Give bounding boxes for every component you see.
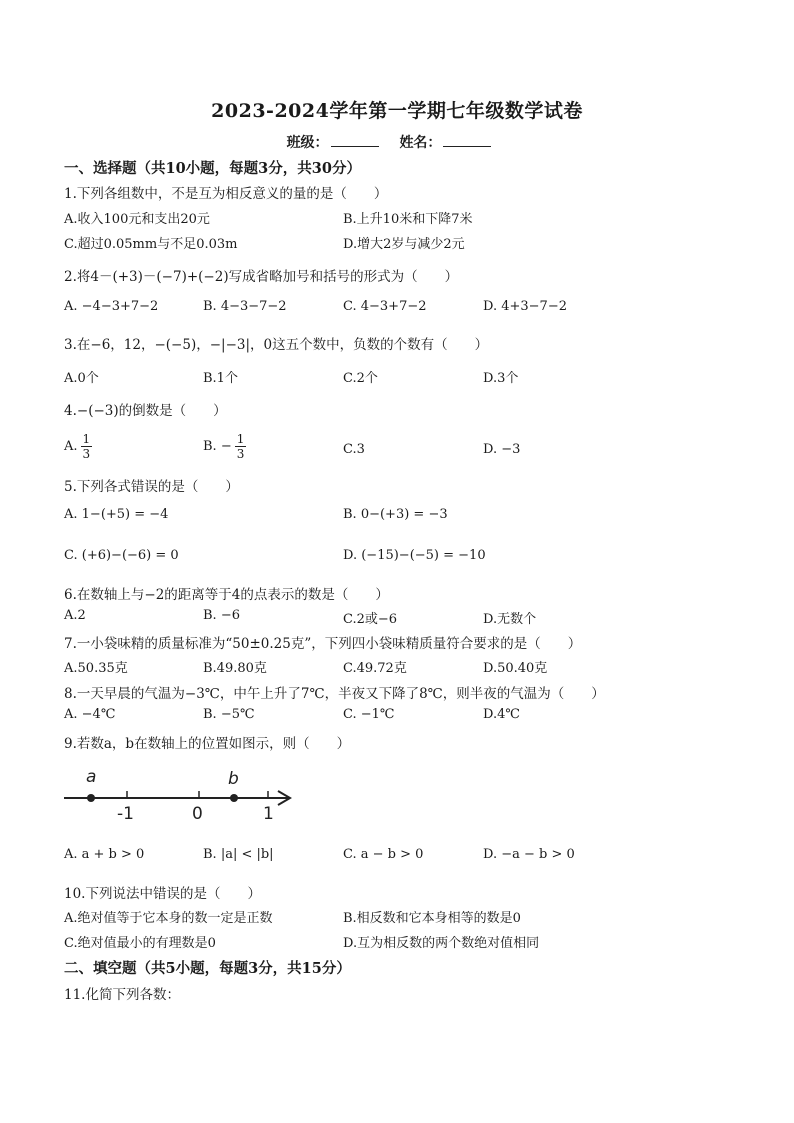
question-3-option-a: A.0个 xyxy=(64,371,99,386)
question-4-option-a-label: A. xyxy=(64,439,78,454)
question-4-option-a xyxy=(64,432,92,461)
question-1-option-d: D.增大2岁与减少2元 xyxy=(343,237,465,252)
tick-label-0: 0 xyxy=(192,804,203,824)
number-line-figure xyxy=(60,762,300,824)
point-a-dot xyxy=(87,794,95,802)
section-1-heading: 一、选择题（共10小题，每题3分，共30分） xyxy=(64,160,361,177)
point-b-dot xyxy=(230,794,238,802)
question-5-option-b: B. 0−(+3) = −3 xyxy=(343,507,448,522)
question-1-option-b: B.上升10米和下降7米 xyxy=(343,212,473,227)
question-3-option-d: D.3个 xyxy=(483,371,519,386)
question-10-option-d: D.互为相反数的两个数绝对值相同 xyxy=(343,936,540,951)
question-11-stem: 11.化简下列各数： xyxy=(64,987,180,1003)
tick-label-1: 1 xyxy=(263,804,274,824)
question-3-stem: 3.在−6，12，−(−5)，−|−3|，0这五个数中，负数的个数有（ ） xyxy=(64,337,489,353)
question-7-option-c: C.49.72克 xyxy=(343,661,407,676)
exam-title: 2023-2024学年第一学期七年级数学试卷 xyxy=(211,100,583,122)
class-name-line xyxy=(0,132,794,152)
question-4-option-b xyxy=(203,432,246,461)
fraction-one-third xyxy=(235,432,247,461)
question-1-stem: 1.下列各组数中，不是互为相反意义的量的是（ ） xyxy=(64,186,388,202)
question-2-option-b: B. 4−3−7−2 xyxy=(203,299,287,314)
class-blank xyxy=(331,133,379,147)
question-8-stem: 8.一天早晨的气温为−3℃，中午上升了7℃，半夜又下降了8℃，则半夜的气温为（ ） xyxy=(64,686,605,702)
question-8-option-c: C. −1℃ xyxy=(343,707,395,722)
question-10-option-b: B.相反数和它本身相等的数是0 xyxy=(343,911,521,926)
question-5-option-a: A. 1−(+5) = −4 xyxy=(64,507,169,522)
question-1-option-a: A.收入100元和支出20元 xyxy=(64,212,210,227)
question-6-option-b: B. −6 xyxy=(203,608,240,623)
question-3-option-b: B.1个 xyxy=(203,371,238,386)
question-4-option-d: D. −3 xyxy=(483,442,521,457)
question-10-option-a: A.绝对值等于它本身的数一定是正数 xyxy=(64,911,273,926)
fraction-numerator: 1 xyxy=(82,432,91,446)
question-5-stem: 5.下列各式错误的是（ ） xyxy=(64,479,239,495)
point-b-label: b xyxy=(228,769,239,789)
question-4-option-b-label: B. − xyxy=(203,439,232,454)
question-2-stem: 2.将4－(+3)－(−7)+(−2)写成省略加号和括号的形式为（ ） xyxy=(64,269,459,285)
question-2-option-d: D. 4+3−7−2 xyxy=(483,299,567,314)
question-6-option-c: C.2或−6 xyxy=(343,612,398,627)
question-10-option-c: C.绝对值最小的有理数是0 xyxy=(64,936,216,951)
question-2-option-a: A. −4−3+7−2 xyxy=(64,299,159,314)
question-5-option-c: C. (+6)−(−6) = 0 xyxy=(64,548,179,563)
question-6-option-d: D.无数个 xyxy=(483,612,537,627)
point-a-label: a xyxy=(86,767,97,787)
class-label: 班级： xyxy=(286,135,329,151)
section-2-heading: 二、填空题（共5小题，每题3分，共15分） xyxy=(64,960,351,977)
question-10-stem: 10.下列说法中错误的是（ ） xyxy=(64,886,261,902)
question-9-option-c: C. a − b > 0 xyxy=(343,847,424,862)
question-9-option-b: B. |a| < |b| xyxy=(203,847,274,862)
question-1-option-c: C.超过0.05mm与不足0.03m xyxy=(64,237,238,252)
question-8-option-b: B. −5℃ xyxy=(203,707,255,722)
question-2-option-c: C. 4−3+7−2 xyxy=(343,299,427,314)
question-4-option-c: C.3 xyxy=(343,442,365,457)
fraction-numerator: 1 xyxy=(236,432,245,446)
question-9-option-d: D. −a − b > 0 xyxy=(483,847,575,862)
question-9-stem: 9.若数a，b在数轴上的位置如图示，则（ ） xyxy=(64,736,351,752)
fraction-denominator: 3 xyxy=(236,447,245,461)
question-9-option-a: A. a + b > 0 xyxy=(64,847,145,862)
question-8-option-a: A. −4℃ xyxy=(64,707,116,722)
question-7-option-a: A.50.35克 xyxy=(64,661,128,676)
tick-label-minus-1: -1 xyxy=(117,804,134,824)
name-blank xyxy=(443,133,491,147)
question-7-stem: 7.一小袋味精的质量标准为“50±0.25克”，下列四小袋味精质量符合要求的是（ ） xyxy=(64,636,582,652)
name-label: 姓名： xyxy=(399,135,442,151)
fraction-one-third xyxy=(81,432,93,461)
question-6-stem: 6.在数轴上与−2的距离等于4的点表示的数是（ ） xyxy=(64,587,389,603)
question-7-option-d: D.50.40克 xyxy=(483,661,548,676)
question-7-option-b: B.49.80克 xyxy=(203,661,267,676)
fraction-denominator: 3 xyxy=(82,447,91,461)
question-8-option-d: D.4℃ xyxy=(483,707,520,722)
question-6-option-a: A.2 xyxy=(64,608,86,623)
question-3-option-c: C.2个 xyxy=(343,371,378,386)
question-5-option-d: D. (−15)−(−5) = −10 xyxy=(343,548,486,563)
question-4-stem: 4.−(−3)的倒数是（ ） xyxy=(64,403,227,419)
